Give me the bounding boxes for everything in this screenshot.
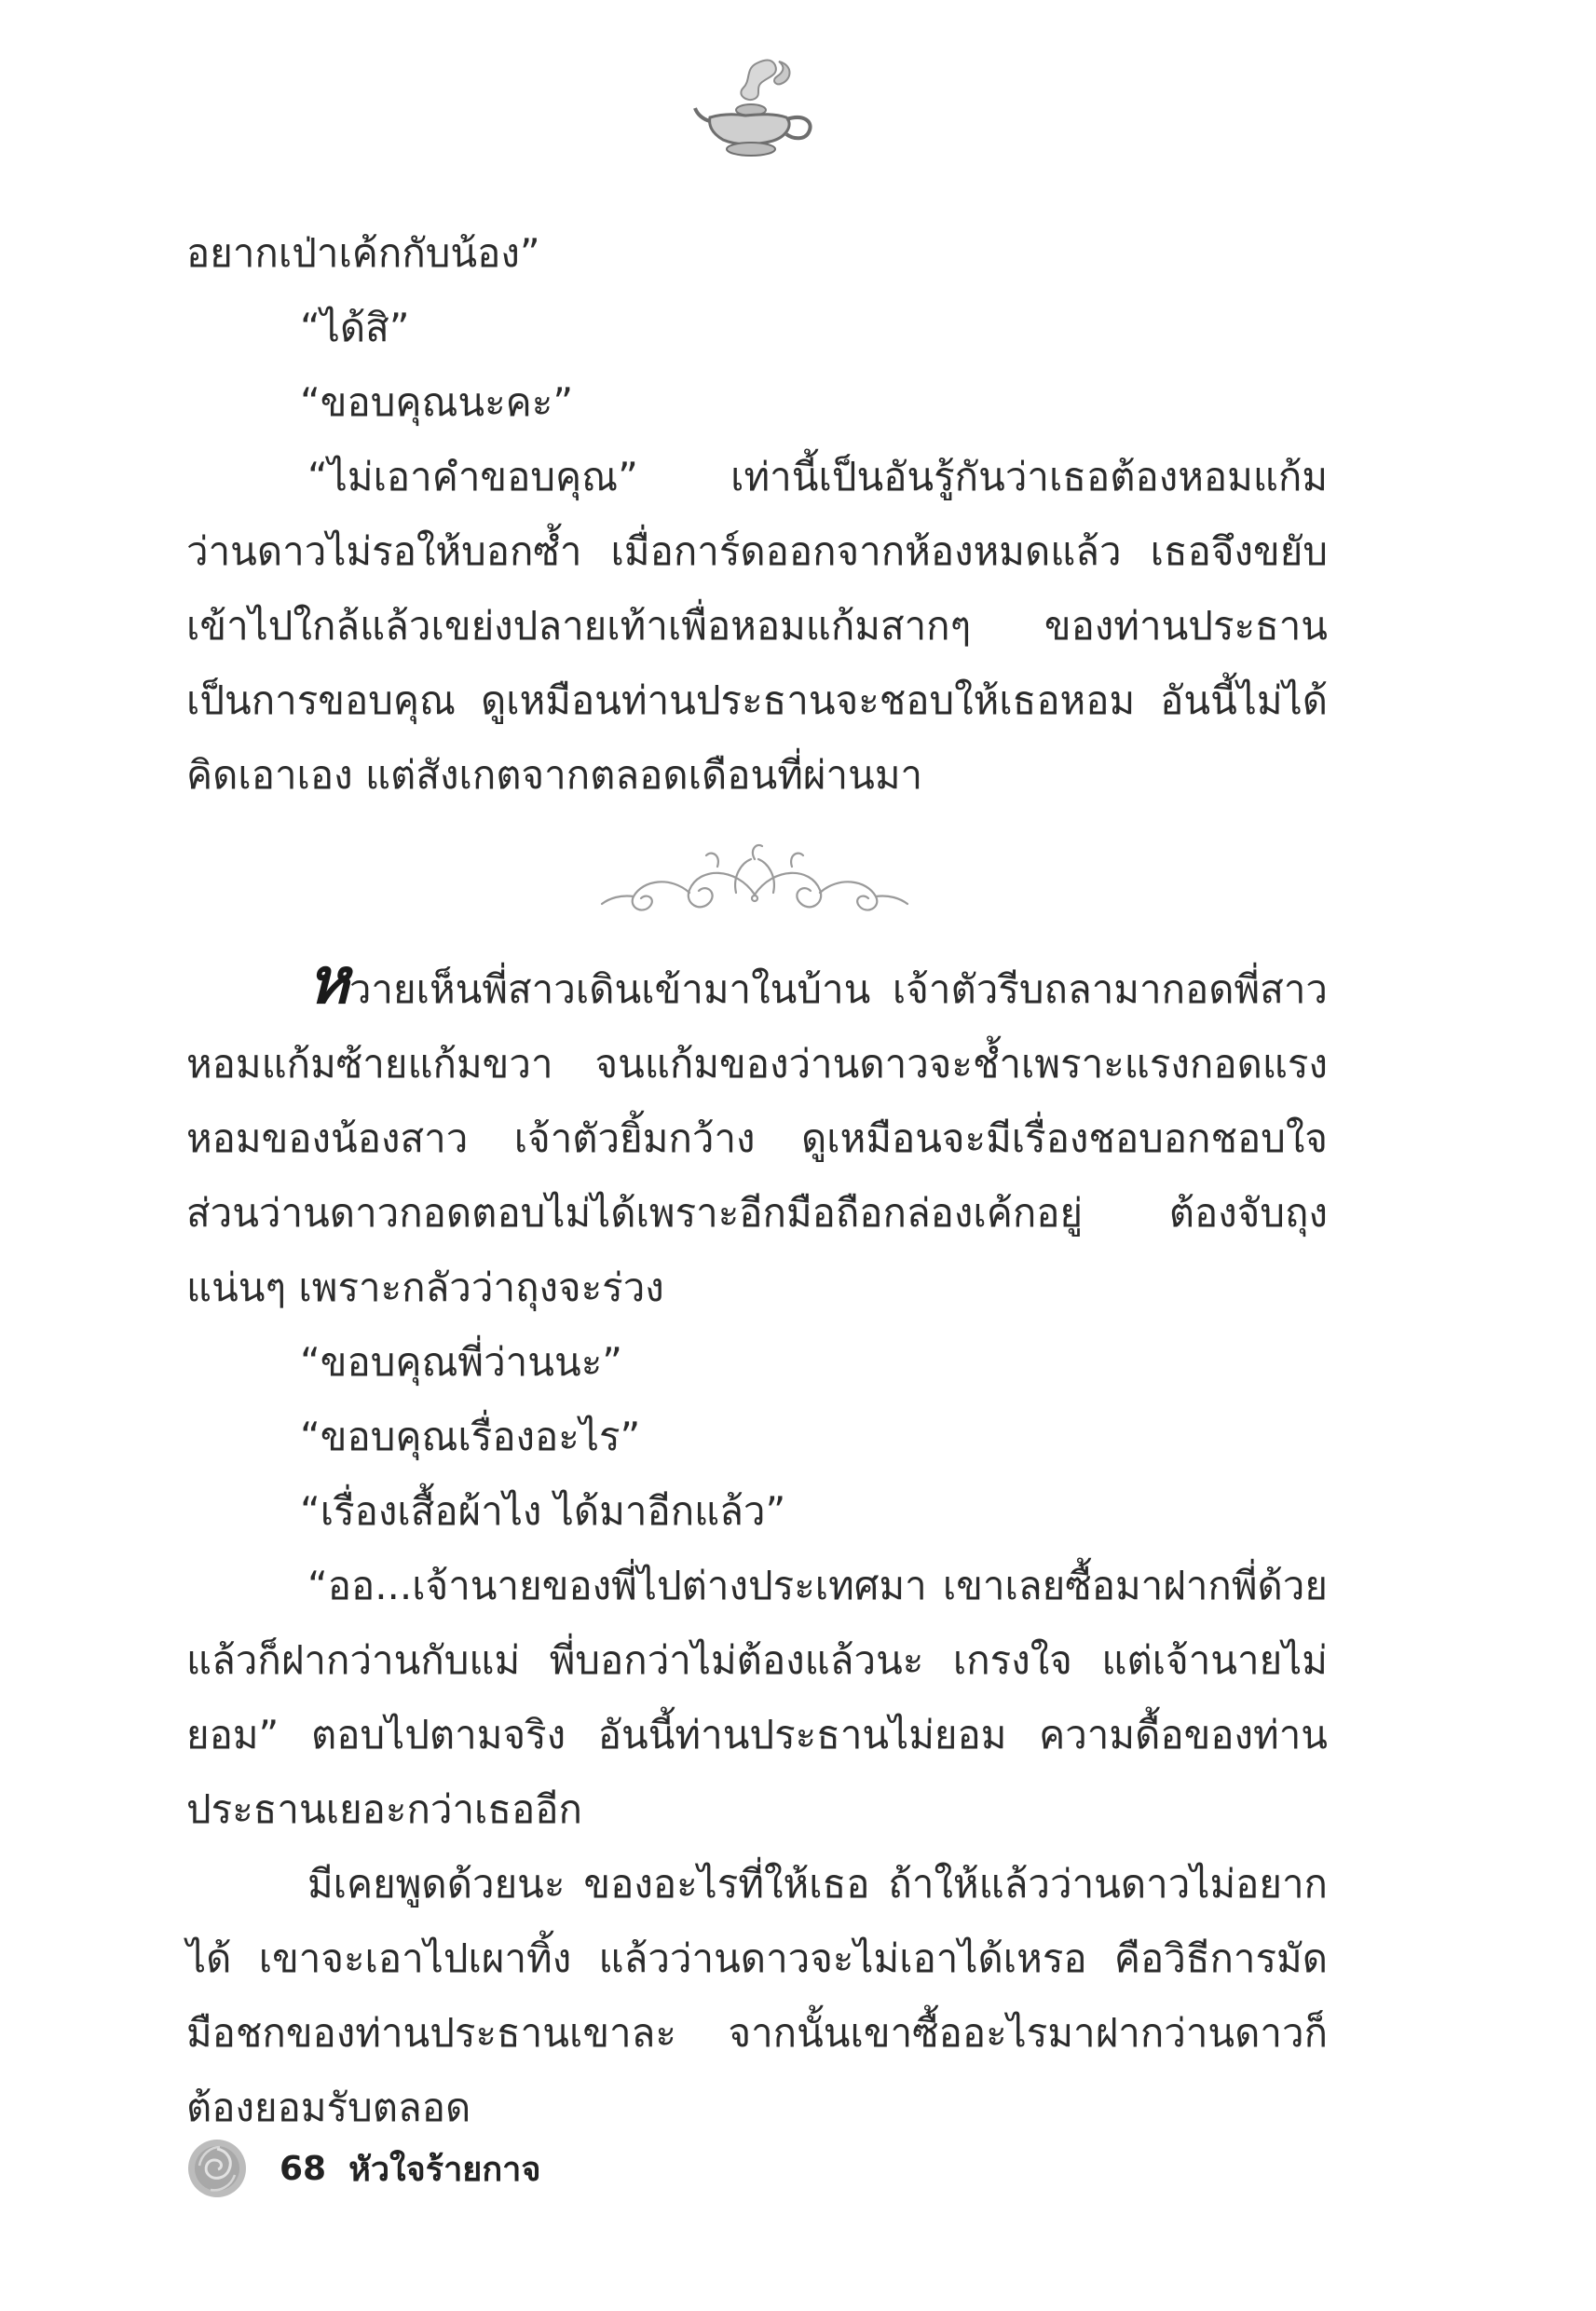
dialogue-line: “ได้สิ”	[300, 305, 410, 350]
flourish-divider-icon	[596, 839, 913, 927]
dialogue-line: “ขอบคุณนะคะ”	[300, 379, 574, 425]
dialogue-line: “ขอบคุณพี่ว่านนะ”	[300, 1339, 623, 1385]
section-1-text	[186, 216, 1328, 813]
drop-cap-letter: ห	[307, 944, 349, 1019]
genie-lamp-icon	[689, 56, 820, 163]
dialogue-line: “เรื่องเสื้อผ้าไง ได้มาอีกแล้ว”	[300, 1488, 786, 1534]
page-footer	[186, 2136, 540, 2201]
paragraph	[186, 944, 1328, 1325]
book-title: หัวใจร้ายกาจ	[348, 2150, 541, 2189]
paragraph-text: วายเห็นพี่สาวเดินเข้ามาในบ้าน เจ้าตัวรีบถลามากอดพี่สาว หอมแก้มซ้ายแก้มขวา จนแก้มของว่านดาวจะช้ำเพราะแรงกอดแรงหอมของน้องสาว เจ้าตัวยิ้มกว้าง ดูเหมือนจะมีเรื่องชอบอกชอบใจ ส่วนว่านดาวกอดตอบไม่ได้เพราะอีกมือถือกล่องเค้กอยู่ ต้องจับถุงแน่นๆ เพราะกลัวว่าถุงจะร่วง	[186, 966, 1328, 1310]
paragraph: มีเคยพูดด้วยนะ ของอะไรที่ให้เธอ ถ้าให้แล้วว่านดาวไม่อยากได้ เขาจะเอาไปเผาทิ้ง แล้วว่านดาวจะไม่เอาได้เหรอ คือวิธีการมัดมือชกของท่านประธานเขาละ จากนั้นเขาซื้ออะไรมาฝากว่านดาวก็ต้องยอมรับตลอด	[186, 1861, 1328, 2130]
paragraph: “ไม่เอาคำขอบคุณ” เท่านี้เป็นอันรู้กันว่าเธอต้องหอมแก้ม ว่านดาวไม่รอให้บอกซ้ำ เมื่อการ์ดออกจากห้องหมดแล้ว เธอจึงขยับเข้าไปใกล้แล้วเขย่งปลายเท้าเพื่อหอมแก้มสากๆ ของท่านประธานเป็นการขอบคุณ ดูเหมือนท่านประธานจะชอบให้เธอหอม อันนี้ไม่ได้คิดเอาเอง แต่สังเกตจากตลอดเดือนที่ผ่านมา	[186, 454, 1328, 798]
page-number: 68	[280, 2149, 327, 2188]
paragraph: อยากเป่าเค้กกับน้อง”	[186, 230, 540, 276]
paragraph: “ออ...เจ้านายของพี่ไปต่างประเทศมา เขาเลยซื้อมาฝากพี่ด้วย แล้วก็ฝากว่านกับแม่ พี่บอกว่าไม่ต้องแล้วนะ เกรงใจ แต่เจ้านายไม่ยอม” ตอบไปตามจริง อันนี้ท่านประธานไม่ยอม ความดื้อของท่านประธานเยอะกว่าเธออีก	[186, 1563, 1328, 1832]
section-2-text	[186, 944, 1328, 2145]
dialogue-line: “ขอบคุณเรื่องอะไร”	[300, 1414, 641, 1459]
rose-icon	[186, 2138, 248, 2199]
